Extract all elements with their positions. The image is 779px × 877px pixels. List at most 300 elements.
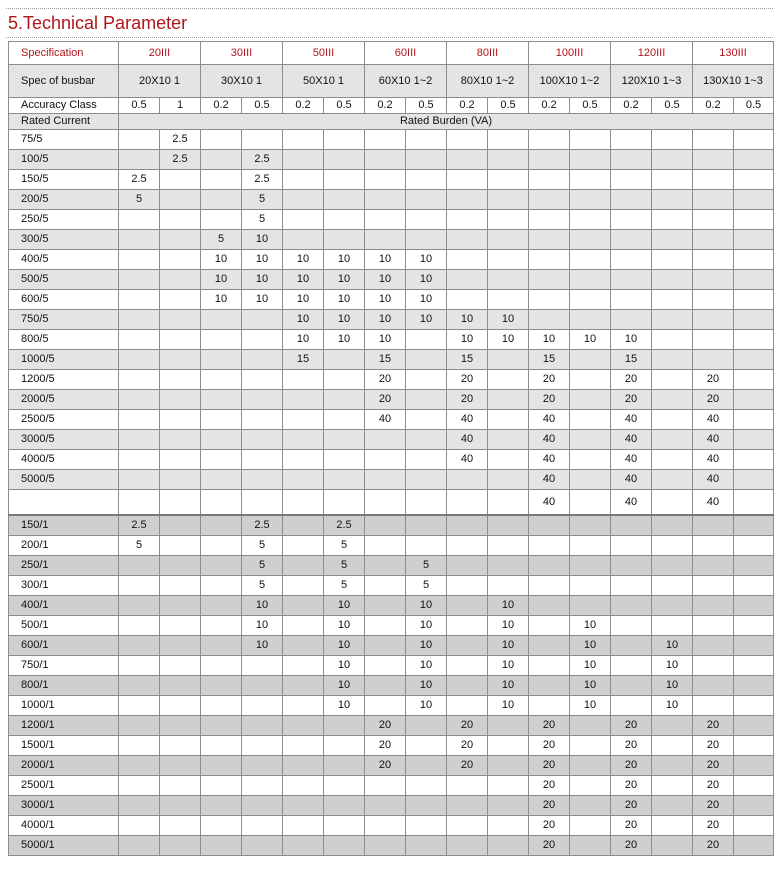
burden-cell [611,596,652,616]
burden-cell [365,130,406,150]
burden-cell: 10 [570,616,611,636]
burden-cell [693,536,734,556]
burden-cell [201,636,242,656]
burden-cell [652,515,693,536]
burden-cell [160,756,201,776]
burden-cell [652,290,693,310]
burden-cell: 40 [693,490,734,516]
burden-cell [324,410,365,430]
table-row [9,676,774,696]
table-row [9,370,774,390]
burden-cell: 10 [242,230,283,250]
burden-cell [283,515,324,536]
burden-cell [652,796,693,816]
burden-cell [324,370,365,390]
burden-cell [734,616,774,636]
burden-cell [693,210,734,230]
table-row [9,230,774,250]
burden-cell [570,756,611,776]
burden-cell [611,130,652,150]
burden-cell [611,616,652,636]
burden-cell: 40 [693,410,734,430]
burden-cell [242,470,283,490]
table-row [9,636,774,656]
burden-cell [447,515,488,536]
burden-cell [652,756,693,776]
burden-cell: 15 [447,350,488,370]
burden-cell: 10 [406,636,447,656]
burden-cell [324,736,365,756]
burden-cell [242,716,283,736]
table-row [9,390,774,410]
burden-cell [652,350,693,370]
technical-parameter-table [8,41,774,856]
rated-current: 3000/1 [9,796,119,816]
model-header: 100III [529,42,611,65]
rated-current: 75/5 [9,130,119,150]
burden-cell [406,210,447,230]
burden-cell [160,330,201,350]
rated-current: 750/5 [9,310,119,330]
burden-cell: 5 [242,210,283,230]
burden-cell [160,556,201,576]
burden-cell [734,170,774,190]
burden-cell [201,656,242,676]
burden-cell [201,716,242,736]
burden-cell [406,470,447,490]
burden-cell [447,290,488,310]
rated-current: 600/5 [9,290,119,310]
burden-cell [119,656,160,676]
burden-cell [734,676,774,696]
rated-current: 400/5 [9,250,119,270]
burden-cell [119,716,160,736]
burden-cell: 20 [529,816,570,836]
table-row [9,290,774,310]
burden-cell: 10 [283,330,324,350]
burden-cell: 20 [365,370,406,390]
burden-cell [652,616,693,636]
burden-cell [119,596,160,616]
burden-cell [119,636,160,656]
table-row [9,410,774,430]
rated-current: 1000/5 [9,350,119,370]
burden-cell: 20 [365,736,406,756]
burden-cell [734,470,774,490]
burden-cell [693,636,734,656]
accuracy-label: Accuracy Class [9,98,119,114]
burden-cell [570,390,611,410]
burden-cell [242,836,283,856]
burden-cell [365,430,406,450]
burden-cell [365,450,406,470]
burden-cell [488,290,529,310]
burden-cell: 40 [529,410,570,430]
burden-cell [160,676,201,696]
burden-cell [201,676,242,696]
burden-cell [488,190,529,210]
burden-cell [324,756,365,776]
accuracy-class: 0.5 [488,98,529,114]
burden-cell: 10 [324,310,365,330]
burden-cell [119,450,160,470]
burden-cell [488,230,529,250]
burden-cell [529,230,570,250]
burden-cell [365,616,406,636]
burden-cell [365,796,406,816]
burden-cell [283,556,324,576]
burden-cell [488,836,529,856]
burden-cell: 20 [693,390,734,410]
burden-cell [693,515,734,536]
burden-cell [570,230,611,250]
burden-cell [324,716,365,736]
burden-cell [160,350,201,370]
burden-cell: 10 [365,270,406,290]
burden-cell [447,556,488,576]
burden-cell: 20 [447,736,488,756]
burden-cell: 10 [324,596,365,616]
burden-cell [488,576,529,596]
burden-cell [406,736,447,756]
burden-cell [734,290,774,310]
table-row [9,150,774,170]
burden-cell: 20 [611,756,652,776]
burden-cell [734,736,774,756]
burden-cell: 15 [283,350,324,370]
busbar-label: Spec of busbar [9,65,119,98]
burden-cell [611,556,652,576]
burden-cell [201,556,242,576]
burden-cell [611,636,652,656]
burden-cell [488,210,529,230]
accuracy-class: 0.2 [201,98,242,114]
burden-cell: 40 [529,470,570,490]
burden-cell [160,190,201,210]
burden-cell [283,736,324,756]
burden-cell [324,836,365,856]
burden-cell [283,370,324,390]
burden-cell: 10 [570,330,611,350]
burden-cell: 10 [242,616,283,636]
burden-cell [529,556,570,576]
burden-cell [734,150,774,170]
burden-cell [283,450,324,470]
burden-cell [529,310,570,330]
burden-cell [365,490,406,516]
burden-cell: 10 [488,676,529,696]
model-header: 60III [365,42,447,65]
table-row [9,515,774,536]
burden-cell [529,656,570,676]
burden-cell: 40 [693,470,734,490]
burden-cell: 10 [570,676,611,696]
burden-cell [611,230,652,250]
burden-cell [734,130,774,150]
header-rated-row [9,114,774,130]
burden-cell [365,210,406,230]
burden-cell [119,616,160,636]
burden-cell [734,576,774,596]
busbar-spec: 100X10 1~2 [529,65,611,98]
burden-cell [652,410,693,430]
burden-cell [119,390,160,410]
burden-cell [611,190,652,210]
burden-cell [283,816,324,836]
burden-cell [488,556,529,576]
burden-cell [734,250,774,270]
burden-cell: 2.5 [119,515,160,536]
burden-cell: 20 [611,776,652,796]
rated-current: 250/1 [9,556,119,576]
burden-cell: 10 [488,596,529,616]
burden-cell [652,836,693,856]
burden-cell [611,150,652,170]
rated-current-label: Rated Current [9,114,119,130]
burden-cell: 20 [693,370,734,390]
burden-cell: 10 [488,696,529,716]
burden-cell: 10 [488,310,529,330]
burden-cell [242,656,283,676]
burden-cell [693,270,734,290]
burden-cell: 5 [406,576,447,596]
table-row [9,796,774,816]
burden-cell [160,390,201,410]
burden-cell [119,816,160,836]
burden-cell: 10 [406,270,447,290]
burden-cell [488,796,529,816]
busbar-spec: 30X10 1 [201,65,283,98]
burden-cell [447,676,488,696]
burden-cell [693,350,734,370]
burden-cell: 10 [488,656,529,676]
burden-cell [652,310,693,330]
burden-cell: 10 [242,270,283,290]
burden-cell [611,170,652,190]
burden-cell [652,716,693,736]
burden-cell [119,330,160,350]
burden-cell [652,576,693,596]
burden-cell [201,350,242,370]
rated-current: 500/5 [9,270,119,290]
burden-cell: 40 [529,450,570,470]
burden-cell [447,576,488,596]
burden-cell [488,250,529,270]
burden-cell [529,596,570,616]
burden-cell: 10 [324,696,365,716]
table-row [9,816,774,836]
burden-cell [529,210,570,230]
burden-cell [447,636,488,656]
rated-current: 3000/5 [9,430,119,450]
burden-cell [201,190,242,210]
header-spec-row [9,42,774,65]
burden-cell [160,450,201,470]
burden-cell [201,816,242,836]
burden-cell [406,536,447,556]
burden-cell [324,350,365,370]
burden-cell [734,776,774,796]
rated-current: 300/1 [9,576,119,596]
burden-cell [242,736,283,756]
burden-cell [119,210,160,230]
accuracy-class: 0.5 [570,98,611,114]
rated-current: 4000/1 [9,816,119,836]
burden-cell [201,515,242,536]
burden-cell [529,515,570,536]
burden-cell: 20 [365,390,406,410]
burden-cell: 15 [529,350,570,370]
busbar-spec: 120X10 1~3 [611,65,693,98]
burden-cell: 40 [447,430,488,450]
rated-current: 5000/1 [9,836,119,856]
burden-cell [734,330,774,350]
burden-cell [447,470,488,490]
burden-cell [324,230,365,250]
rated-current: 100/5 [9,150,119,170]
rated-current: 2500/1 [9,776,119,796]
table-row [9,210,774,230]
burden-cell: 10 [365,310,406,330]
burden-cell [406,330,447,350]
burden-cell [283,616,324,636]
burden-cell [734,696,774,716]
burden-cell [283,130,324,150]
burden-cell [652,450,693,470]
burden-cell [693,250,734,270]
burden-cell [406,430,447,450]
burden-cell [734,270,774,290]
burden-cell [447,210,488,230]
burden-cell: 40 [447,450,488,470]
burden-cell: 40 [611,470,652,490]
burden-cell [365,150,406,170]
accuracy-class: 0.5 [652,98,693,114]
burden-cell [734,490,774,516]
burden-cell [201,390,242,410]
burden-cell: 10 [283,270,324,290]
accuracy-class: 0.5 [406,98,447,114]
burden-cell [201,596,242,616]
burden-cell [570,736,611,756]
burden-cell: 10 [406,290,447,310]
burden-cell [242,350,283,370]
burden-cell [283,796,324,816]
burden-cell [570,250,611,270]
burden-cell [119,430,160,450]
burden-cell: 10 [283,310,324,330]
accuracy-class: 0.2 [611,98,652,114]
burden-cell [529,130,570,150]
burden-cell [119,250,160,270]
burden-cell [611,696,652,716]
burden-cell [652,150,693,170]
burden-cell: 10 [201,270,242,290]
burden-cell: 5 [242,190,283,210]
burden-cell: 20 [529,370,570,390]
burden-cell [324,170,365,190]
table-row [9,250,774,270]
burden-cell: 10 [652,656,693,676]
burden-cell [488,736,529,756]
burden-cell [529,676,570,696]
burden-cell [693,290,734,310]
burden-cell [652,170,693,190]
burden-cell: 5 [324,556,365,576]
burden-cell [447,656,488,676]
burden-cell [365,515,406,536]
table-row [9,596,774,616]
burden-cell: 40 [611,450,652,470]
burden-cell [160,536,201,556]
burden-cell [570,310,611,330]
burden-cell: 20 [693,736,734,756]
table-row [9,576,774,596]
burden-cell [365,676,406,696]
table-row [9,716,774,736]
burden-cell [406,836,447,856]
burden-cell [160,470,201,490]
burden-cell [406,796,447,816]
rated-current: 500/1 [9,616,119,636]
burden-cell [160,410,201,430]
burden-cell [734,536,774,556]
table-row [9,470,774,490]
burden-cell [734,636,774,656]
burden-cell [447,130,488,150]
burden-cell [447,270,488,290]
burden-cell [570,716,611,736]
burden-cell [160,596,201,616]
burden-cell [734,656,774,676]
burden-cell [201,736,242,756]
accuracy-class: 0.2 [365,98,406,114]
burden-cell [406,816,447,836]
rated-current: 800/5 [9,330,119,350]
burden-cell [119,290,160,310]
rated-current: 2000/5 [9,390,119,410]
burden-cell [283,170,324,190]
rated-current: 250/5 [9,210,119,230]
burden-cell [324,150,365,170]
burden-cell [160,430,201,450]
model-header: 50III [283,42,365,65]
burden-cell [365,190,406,210]
rated-burden-label: Rated Burden (VA) [119,114,774,130]
burden-cell [570,270,611,290]
burden-cell [734,350,774,370]
burden-cell [734,370,774,390]
burden-cell [365,170,406,190]
rated-current [9,490,119,516]
burden-cell [242,130,283,150]
burden-cell [570,210,611,230]
burden-cell [652,210,693,230]
burden-cell [652,556,693,576]
burden-cell [119,350,160,370]
top-dotted-rule [6,8,773,9]
burden-cell: 40 [693,430,734,450]
rated-current: 1500/1 [9,736,119,756]
burden-cell: 20 [611,736,652,756]
burden-cell: 20 [447,370,488,390]
burden-cell [242,310,283,330]
burden-cell: 20 [693,796,734,816]
burden-cell: 10 [652,696,693,716]
burden-cell [488,130,529,150]
burden-cell [447,490,488,516]
burden-cell [119,270,160,290]
